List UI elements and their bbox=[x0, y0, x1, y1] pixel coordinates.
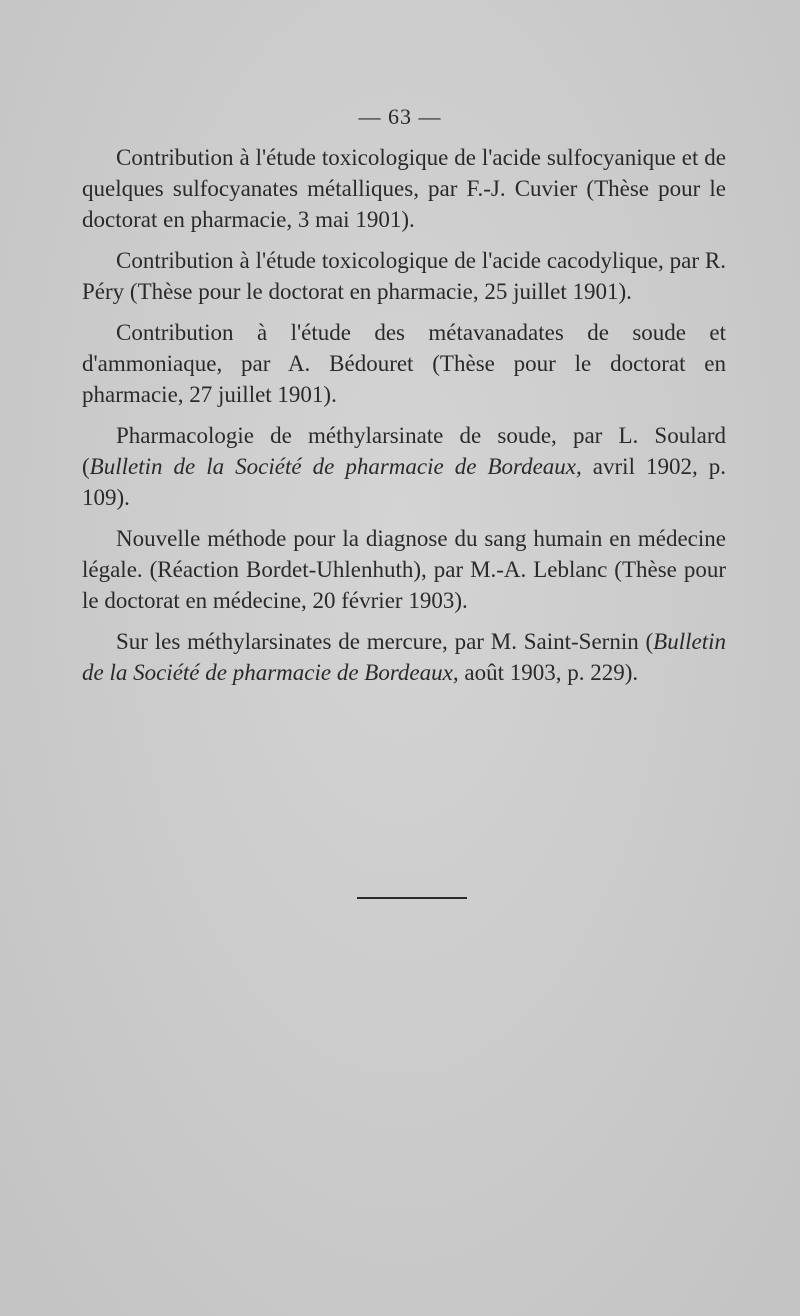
bibliography-entry-1: Contribution à l'étude toxicologique de l'acide sulfocyanique et de quelques sulfocyanates métalliques, par F.-J. Cuvier (Thèse pour le doctorat en pharmacie, 3 mai 1901). bbox=[82, 145, 726, 232]
end-rule bbox=[357, 897, 467, 899]
bibliography-list bbox=[82, 142, 726, 698]
entry-text: Sur les méthylarsinates de mercure, par M. Saint-Sernin ( bbox=[116, 629, 654, 654]
bibliography-entry-5: Nouvelle méthode pour la diagnose du sang humain en médecine légale. (Réaction Bordet-Uhlenhuth), par M.-A. Leblanc (Thèse pour le doctorat en médecine, 20 février 1903). bbox=[82, 526, 726, 613]
bibliography-entry-3: Contribution à l'étude des métavanadates de soude et d'ammoniaque, par A. Bédouret (Thèse pour le doctorat en pharmacie, 27 juillet 1901). bbox=[82, 320, 726, 407]
entry-text: Pharmacologie de méthylarsinate de soude, par L. Soulard ( bbox=[82, 423, 726, 479]
entry-text: août 1903, p. 229). bbox=[458, 660, 639, 685]
entry-text: avril 1902, p. 109). bbox=[82, 454, 727, 510]
page-number: — 63 — bbox=[358, 104, 442, 129]
bibliography-entry-6 bbox=[82, 626, 726, 688]
bibliography-entry-2: Contribution à l'étude toxicologique de l'acide cacodylique, par R. Péry (Thèse pour le doctorat en pharmacie, 25 juillet 1901). bbox=[82, 248, 726, 304]
bibliography-entry-4 bbox=[82, 420, 726, 513]
journal-title: Bulletin de la Société de pharmacie de Bordeaux, bbox=[89, 454, 582, 479]
journal-title: Bulletin de la Société de pharmacie de Bordeaux, bbox=[82, 629, 726, 685]
